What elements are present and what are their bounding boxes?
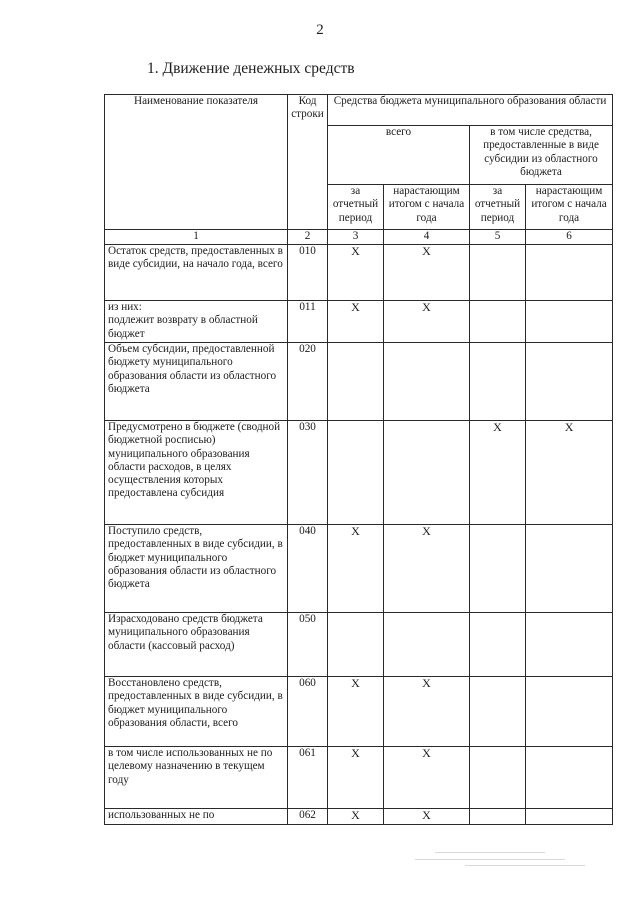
row-cell (384, 343, 470, 421)
table-row (105, 525, 613, 613)
row-code: 010 (288, 245, 328, 301)
row-name: Восстановлено средств, предоставленных в виде субсидии, в бюджет муниципального образования области, всего (105, 677, 288, 747)
page-number: 2 (316, 22, 324, 38)
table-row (105, 245, 613, 301)
row-cell (526, 677, 613, 747)
column-number: 6 (526, 230, 613, 245)
row-code: 030 (288, 421, 328, 525)
column-number: 3 (328, 230, 384, 245)
row-cell (526, 245, 613, 301)
column-number: 4 (384, 230, 470, 245)
table-row (105, 677, 613, 747)
column-number: 2 (288, 230, 328, 245)
row-cell: X (384, 677, 470, 747)
column-number-row (105, 230, 613, 245)
table-row (105, 747, 613, 809)
row-cell (526, 301, 613, 343)
row-cell (526, 747, 613, 809)
table-row (105, 421, 613, 525)
table-row (105, 343, 613, 421)
row-cell (328, 421, 384, 525)
column-number: 1 (105, 230, 288, 245)
row-name: использованных не по (105, 809, 288, 825)
cash-flow-table (104, 94, 613, 825)
row-cell (470, 525, 526, 613)
row-cell (328, 343, 384, 421)
row-name: Остаток средств, предоставленных в виде субсидии, на начало года, всего (105, 245, 288, 301)
row-cell: X (328, 747, 384, 809)
row-cell (526, 613, 613, 677)
row-code: 061 (288, 747, 328, 809)
table-row (105, 301, 613, 343)
row-cell: X (328, 677, 384, 747)
row-cell: X (328, 525, 384, 613)
header-subsidy-cumulative: нарастающим итогом с начала года (526, 185, 613, 230)
row-cell (526, 525, 613, 613)
header-indicator-name: Наименование показателя (105, 95, 288, 230)
row-name: Поступило средств, предоставленных в виде субсидии, в бюджет муниципального образования области из областного бюджета (105, 525, 288, 613)
faint-stamp-mark (405, 848, 605, 870)
row-cell: X (384, 301, 470, 343)
row-code: 040 (288, 525, 328, 613)
header-total: всего (328, 126, 470, 185)
row-cell (470, 747, 526, 809)
row-code: 050 (288, 613, 328, 677)
row-cell (328, 613, 384, 677)
row-name: Израсходовано средств бюджета муниципального образования области (кассовый расход) (105, 613, 288, 677)
row-cell (384, 613, 470, 677)
column-number: 5 (470, 230, 526, 245)
row-cell (526, 809, 613, 825)
row-cell (470, 343, 526, 421)
row-name: из них: подлежит возврату в областной бюджет (105, 301, 288, 343)
row-code: 062 (288, 809, 328, 825)
row-name: в том числе использованных не по целевому назначению в текущем году (105, 747, 288, 809)
row-cell: X (328, 809, 384, 825)
row-code: 020 (288, 343, 328, 421)
row-code: 011 (288, 301, 328, 343)
row-cell: X (384, 747, 470, 809)
row-cell (470, 613, 526, 677)
row-cell (470, 245, 526, 301)
row-cell (470, 677, 526, 747)
row-cell: X (384, 809, 470, 825)
row-cell (526, 343, 613, 421)
header-budget-funds: Средства бюджета муниципального образования области (328, 95, 613, 126)
row-code: 060 (288, 677, 328, 747)
row-cell: X (328, 301, 384, 343)
header-total-cumulative: нарастающим итогом с начала года (384, 185, 470, 230)
row-cell (470, 301, 526, 343)
header-line-code: Код строки (288, 95, 328, 230)
row-name: Предусмотрено в бюджете (сводной бюджетной росписью) муниципального образования области расходов, в целях осуществления которых предоставлена субсидия (105, 421, 288, 525)
table-row (105, 809, 613, 825)
table-row (105, 613, 613, 677)
row-cell (384, 421, 470, 525)
section-title: 1. Движение денежных средств (147, 60, 355, 77)
row-name: Объем субсидии, предоставленной бюджету муниципального образования области из областного бюджета (105, 343, 288, 421)
row-cell: X (328, 245, 384, 301)
header-total-period: за отчетный период (328, 185, 384, 230)
header-including-subsidy: в том числе средства, предоставленные в виде субсидии из областного бюджета (470, 126, 613, 185)
row-cell: X (526, 421, 613, 525)
row-cell: X (470, 421, 526, 525)
row-cell: X (384, 525, 470, 613)
row-cell (470, 809, 526, 825)
row-cell: X (384, 245, 470, 301)
header-subsidy-period: за отчетный период (470, 185, 526, 230)
